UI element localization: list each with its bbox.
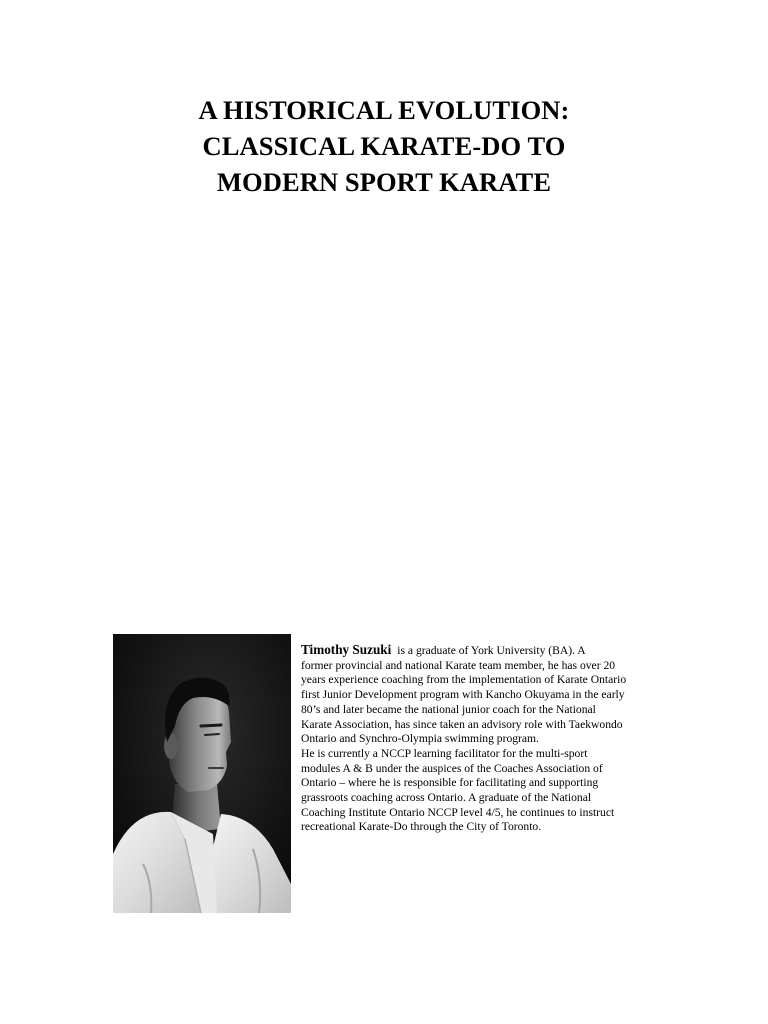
author-name: Timothy Suzuki [301,642,392,657]
bio-line: 80’s and later became the national junior coach for the National [301,702,596,716]
author-bio [301,643,661,835]
bio-line: He is currently a NCCP learning facilitator for the multi-sport [301,746,588,760]
bio-line: first Junior Development program with Kancho Okuyama in the early [301,688,625,702]
bio-first-line-text: is a graduate of York University (BA). A [397,644,586,657]
bio-line: former provincial and national Karate team member, he has over 20 [301,658,616,672]
bio-line-1 [301,643,661,659]
title-line-2: CLASSICAL KARATE-DO TO [202,131,566,161]
author-portrait-photo [113,634,291,913]
bio-line: Coaching Institute Ontario NCCP level 4/5, he continues to instruct [301,805,615,819]
bio-line: recreational Karate-Do through the City of Toronto. [301,820,542,834]
title-line-1: A HISTORICAL EVOLUTION: [198,95,570,125]
document-title [90,92,678,200]
title-line-3: MODERN SPORT KARATE [216,167,552,197]
bio-line: Ontario – where he is responsible for facilitating and supporting [301,776,599,790]
bio-line: Karate Association, has since taken an advisory role with Taekwondo [301,717,623,731]
bio-line: modules A & B under the auspices of the Coaches Association of [301,761,603,775]
bio-line: years experience coaching from the implementation of Karate Ontario [301,673,627,687]
bio-line: grassroots coaching across Ontario. A graduate of the National [301,791,592,805]
bio-line: Ontario and Synchro-Olympia swimming program. [301,732,539,746]
